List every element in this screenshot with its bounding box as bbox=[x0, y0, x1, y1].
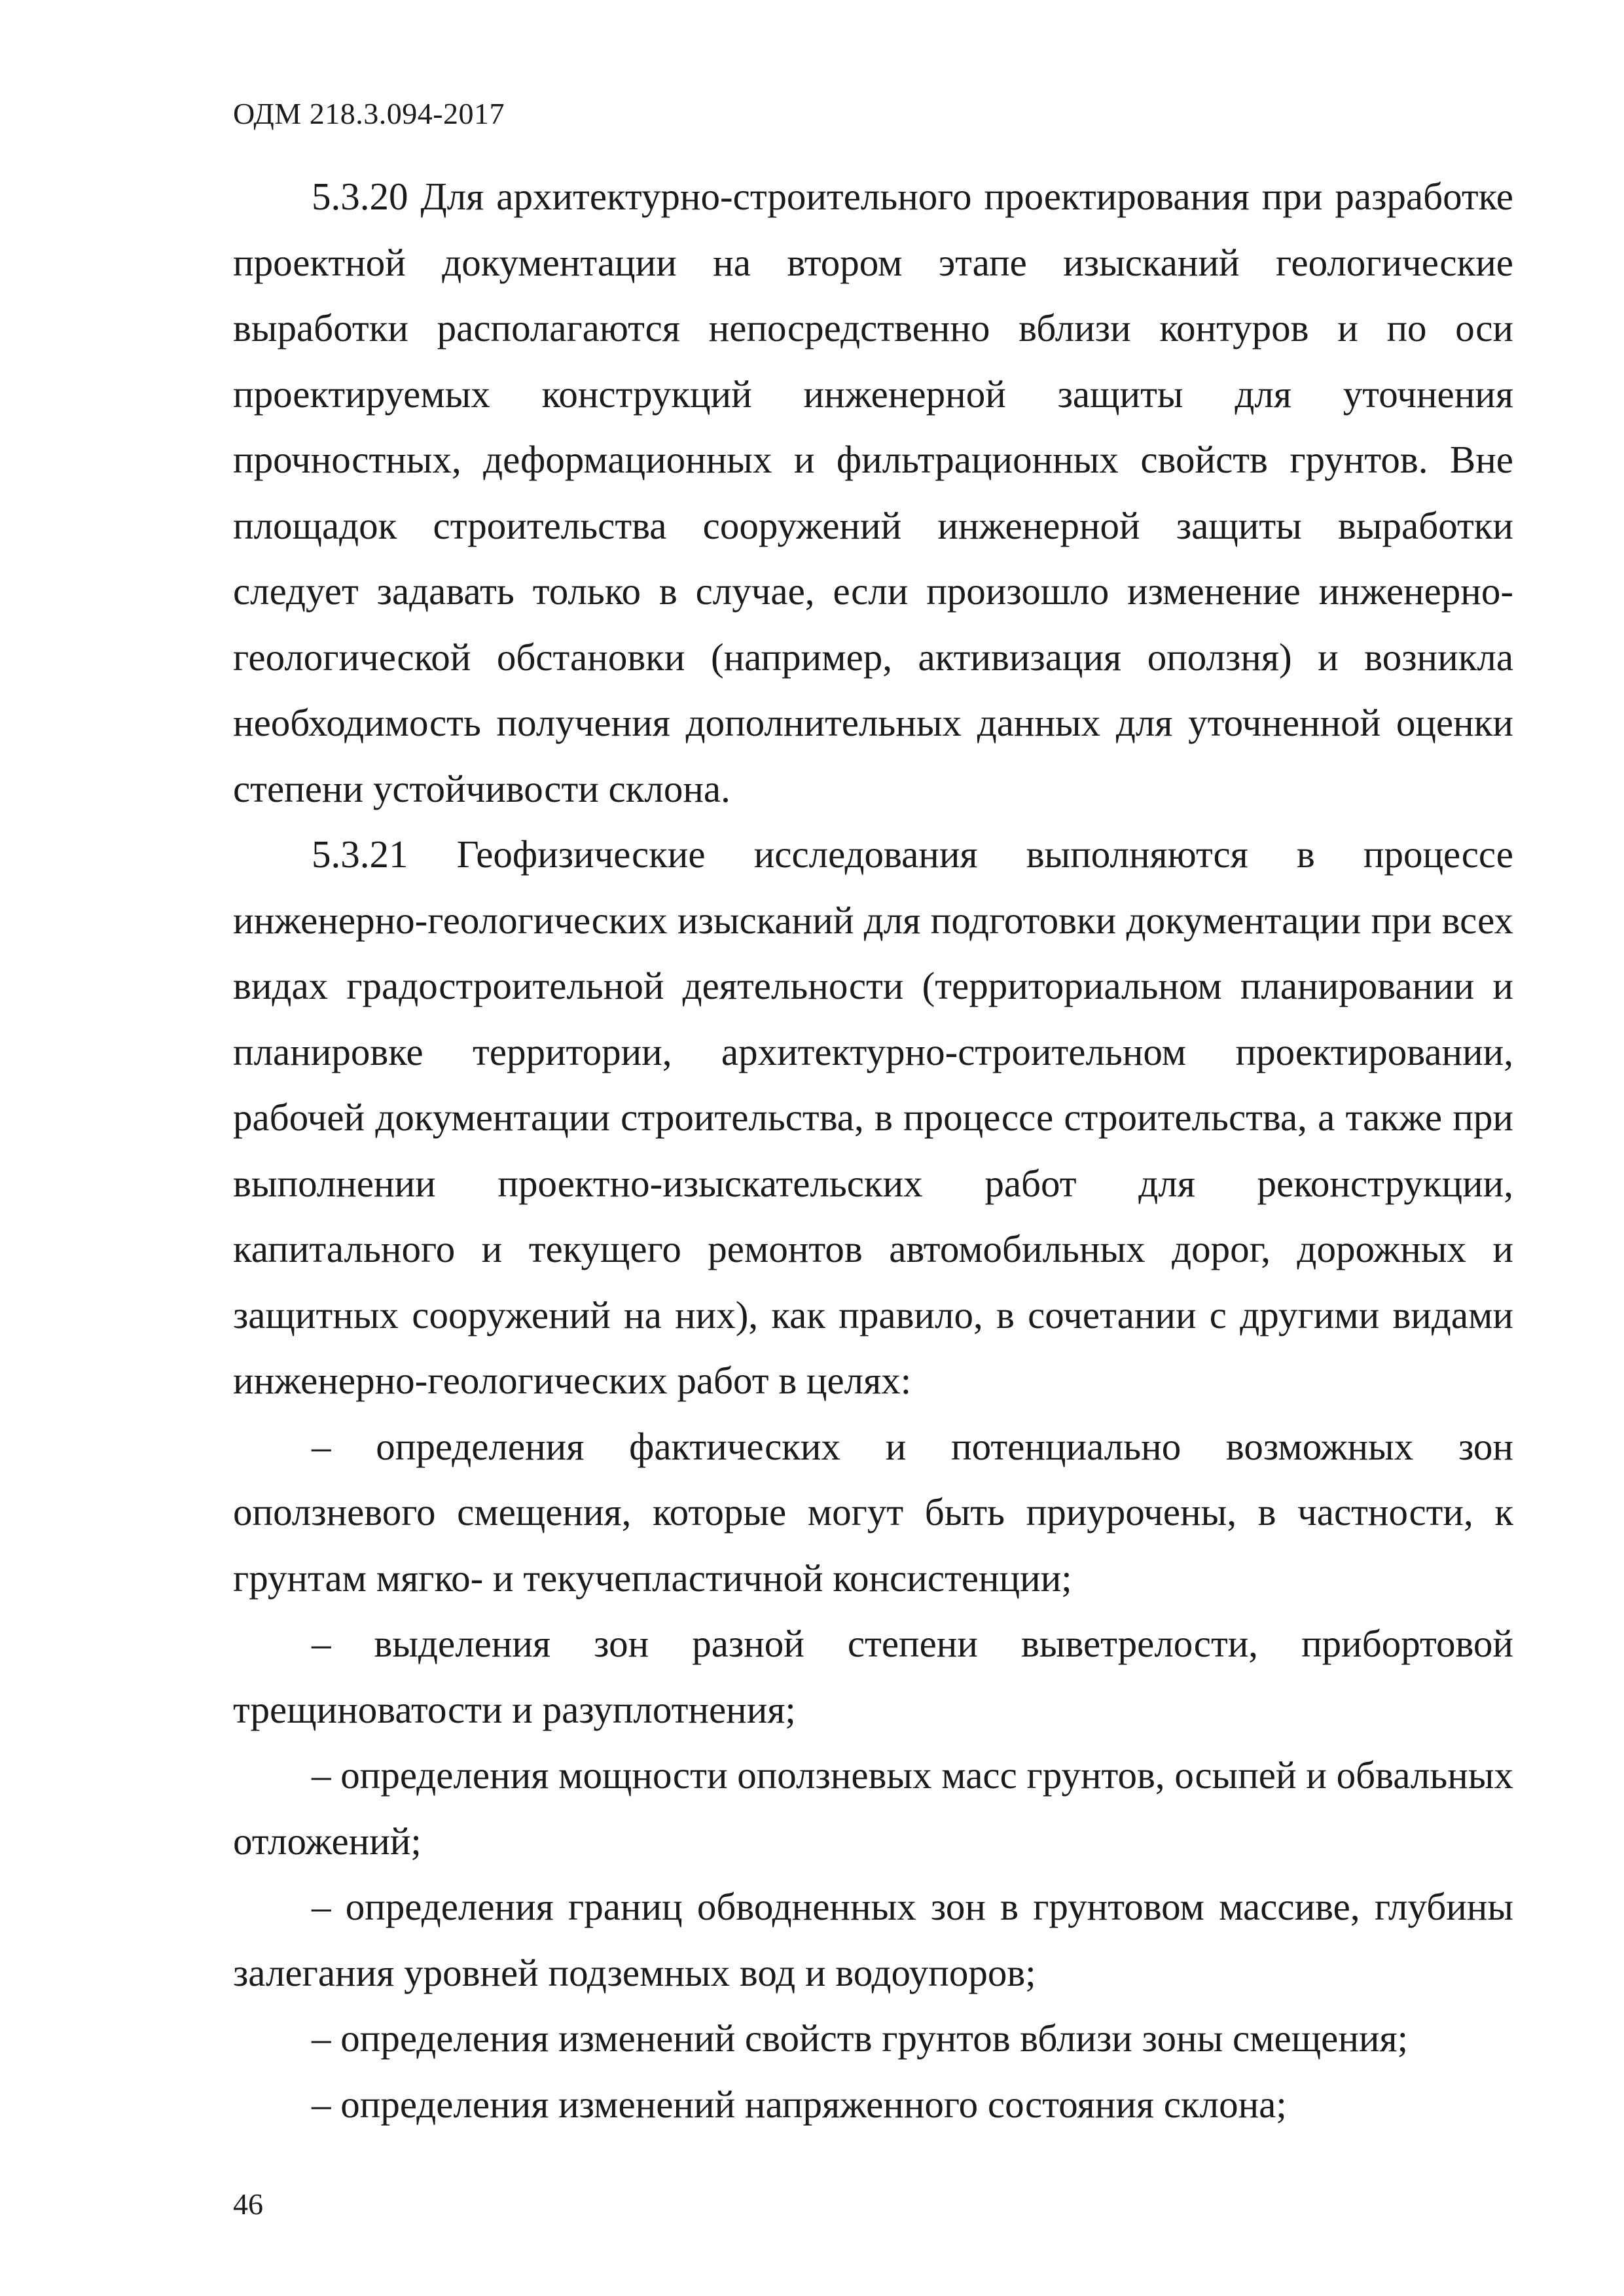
page-number: 46 bbox=[233, 2187, 263, 2221]
page-body bbox=[233, 164, 1513, 2137]
list-item: – определения фактических и потенциально возможных зон оползневого смещения, которые могут быть приурочены, в частности, к грунтам мягко- и текучепластичной консистенции; bbox=[233, 1424, 1513, 1600]
list-item: – определения мощности оползневых масс грунтов, осыпей и обвальных отложений; bbox=[233, 1753, 1513, 1863]
paragraph-5-3-20: 5.3.20 Для архитектурно-строительного проектирования при разработке проектной документации на втором этапе изысканий геологические выработки располагаются непосредственно вблизи контуров и по оси проектируемых конструкций инженерной защиты для уточнения прочностных, деформационных и фильтрационных свойств грунтов. Вне площадок строительства сооружений инженерной защиты выработки следует задавать только в случае, если произошло изменение инженерно-геологической обстановки (например, активизация оползня) и возникла необходимость получения дополнительных данных для уточненной оценки степени устойчивости склона. bbox=[233, 175, 1513, 810]
paragraph-5-3-21: 5.3.21 Геофизические исследования выполняются в процессе инженерно-геологических изысканий для подготовки документации при всех видах градостроительной деятельности (территориальном планировании и планировке территории, архитектурно-строительном проектировании, рабочей документации строительства, в процессе строительства, а также при выполнении проектно-изыскательских работ для реконструкции, капитального и текущего ремонтов автомобильных дорог, дорожных и защитных сооружений на них), как правило, в сочетании с другими видами инженерно-геологических работ в целях: bbox=[233, 833, 1513, 1402]
list-item: – определения границ обводненных зон в грунтовом массиве, глубины залегания уровней подземных вод и водоупоров; bbox=[233, 1885, 1513, 1994]
document-code-header: ОДМ 218.3.094-2017 bbox=[233, 97, 505, 130]
list-item: – определения изменений свойств грунтов вблизи зоны смещения; bbox=[312, 2017, 1409, 2060]
list-item: – определения изменений напряженного состояния склона; bbox=[312, 2082, 1287, 2126]
list-item: – выделения зон разной степени выветрелости, прибортовой трещиноватости и разуплотнения; bbox=[233, 1622, 1513, 1731]
